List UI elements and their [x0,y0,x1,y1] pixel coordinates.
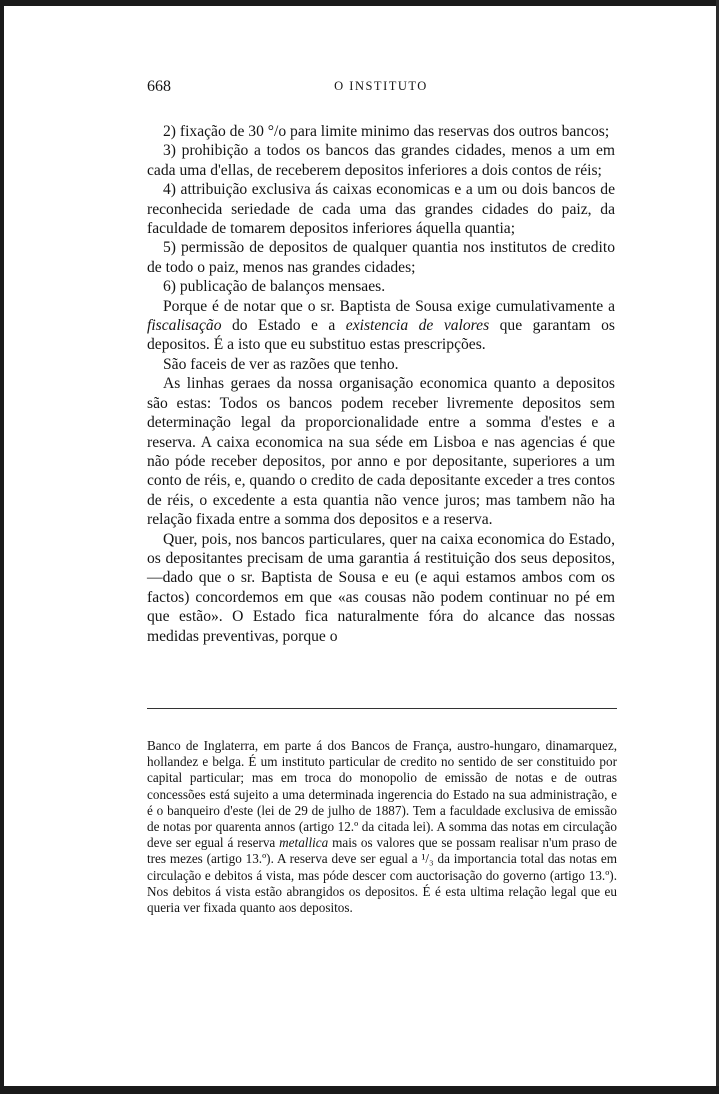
list-item: 5) permissão de depositos de qualquer quantia nos institutos de credito de todo o paiz, menos nas grandes cidades; [147,239,615,276]
list-item: 4) attribuição exclusiva ás caixas economicas e a um ou dois bancos de reconhecida seriedade de cada uma das grandes cidades do paiz, da faculdade de tomarem depositos inferiores áquella quantia; [147,181,615,238]
italic-term: metallica [279,835,329,851]
numbered-list [147,122,615,297]
paragraph [147,297,615,355]
paragraph-text: que garantam os depositos. É a isto que eu substituo estas prescripções. [147,317,615,354]
paragraph: Quer, pois, nos bancos particulares, quer na caixa economica do Estado, os depositantes precisam de uma garantia á restituição dos seus depositos,—dado que o sr. Baptista de Sousa e eu (e aqui estamos ambos com os factos) concordemos em que «as cousas não podem continuar no pé em que estão». O Estado fica naturalmente fóra do alcance das nossas medidas preventivas, porque o [147,530,615,645]
footnote-separator [147,708,617,709]
page-content [147,78,615,646]
footnote-text [147,738,617,916]
page-number: 668 [147,78,171,95]
running-title: O INSTITUTO [334,79,428,93]
footnote [147,738,617,916]
italic-term: existencia de valores [345,317,490,335]
scan-edge-top [0,0,719,6]
scan-edge-bottom [0,1086,719,1094]
list-item: 6) publicação de balanços mensaes. [163,278,386,296]
paragraph: As linhas geraes da nossa organisação economica quanto a depositos são estas: Todos os bancos podem receber livremente depositos sem determinação legal da proporcionalidade entre a somma d'estes e a reserva. A caixa economica na sua séde em Lisboa e nas agencias é que não póde receber depositos, por anno e por depositante, superiores a um conto de réis, e, quando o credito de cada depositante exceder a tres contos de réis, o excedente a esta quantia não vence juros; mas tambem não ha relação fixada entre a somma dos depositos e a reserva. [147,375,615,529]
paragraph: São faceis de ver as razões que tenho. [163,355,399,373]
list-item: 3) prohibição a todos os bancos das grandes cidades, menos a um em cada uma d'ellas, de receberem depositos inferiores a dois contos de réis; [147,142,615,179]
list-item: 2) fixação de 30 °/o para limite minimo das reservas dos outros bancos; [163,123,610,140]
body-text [147,122,615,646]
scan-edge-left [0,0,4,1094]
paragraph-text: Porque é de notar que o sr. Baptista de Sousa exige cumulativamente a [163,297,615,315]
paragraph-text: do Estado e a [221,317,346,335]
italic-term: fiscalisação [147,317,222,335]
footnote-segment: mais os valores que se possam realisar n'um praso de tres mezes (artigo 13.º). A reserva deve ser egual a ¹/₃ da importancia total das notas em circulação e debitos á vista, mas póde descer com auctorisação do governo (artigo 13.º). Nos debitos á vista estão abrangidos os depositos. É é esta ultima relação legal que eu queria ver fixada quanto aos depositos. [147,835,617,916]
footnote-segment: Banco de Inglaterra, em parte á dos Bancos de França, austro-hungaro, dinamarquez, hollandez e belga. É um instituto particular de credito no sentido de ser constituido por capital particular; mas em troca do monopolio de emissão de notas e de outras concessões está sujeito a uma determinada ingerencia do Estado na sua administração, e é o banqueiro d'este (lei de 29 de julho de 1887). Tem a faculdade exclusiva de emissão de notas por quarenta annos (artigo 12.º da citada lei). A somma das notas em circulação deve ser egual á reserva [147,738,617,851]
page-header [147,78,615,108]
